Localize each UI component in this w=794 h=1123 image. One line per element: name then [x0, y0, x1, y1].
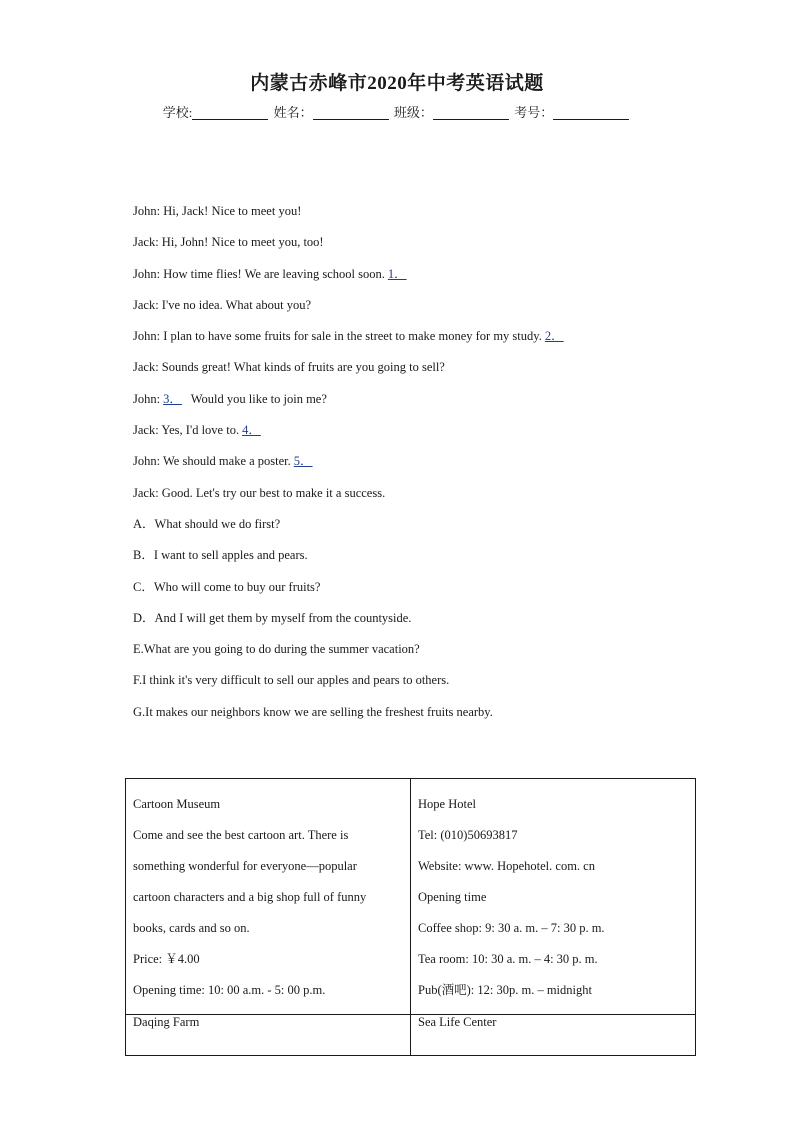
class-blank[interactable]	[433, 106, 509, 120]
school-label: 学校:	[162, 105, 193, 120]
dialogue-line: John: We should make a poster. 5．	[133, 451, 733, 482]
option-g: G.It makes our neighbors know we are selling the freshest fruits nearby.	[133, 704, 493, 719]
number-label: 考号：	[514, 105, 554, 120]
option-f: F.I think it's very difficult to sell our apples and pears to others.	[133, 673, 450, 688]
page-title: 内蒙古赤峰市2020年中考英语试题	[250, 73, 544, 94]
blank-number: 2．	[544, 329, 564, 344]
hope-hotel-hours-heading: Opening time	[418, 890, 487, 904]
dialogue-line: Jack: I've no idea. What about you?	[133, 297, 312, 312]
cartoon-museum-cell	[126, 779, 411, 1015]
option-a: A．What should we do first?	[133, 516, 281, 531]
option-b: B．I want to sell apples and pears.	[133, 548, 308, 563]
cartoon-museum-text: Come and see the best cartoon art. There is	[133, 828, 349, 842]
hope-hotel-pub: Pub(酒吧): 12: 30p. m. – midnight	[418, 983, 592, 997]
hope-hotel-coffee-shop: Coffee shop: 9: 30 a. m. – 7: 30 p. m.	[418, 921, 605, 935]
dialogue-line: John: 3． Would you like to join me?	[133, 391, 327, 406]
info-table	[125, 778, 696, 1056]
student-info-line	[0, 102, 794, 121]
name-blank[interactable]	[313, 106, 389, 120]
cartoon-museum-text: books, cards and so on.	[133, 921, 250, 935]
hope-hotel-title: Hope Hotel	[418, 797, 476, 811]
name-label: 姓名：	[273, 105, 313, 120]
dialogue-line: John: Hi, Jack! Nice to meet you!	[133, 204, 302, 218]
blank-number: 3．	[163, 391, 182, 406]
hope-hotel-cell	[411, 779, 696, 1015]
number-blank[interactable]	[553, 106, 629, 120]
dialogue-line: Jack: Sounds great! What kinds of fruits are you going to sell?	[133, 360, 445, 375]
dialogue-line: Jack: Good. Let's try our best to make it a success.	[133, 485, 386, 500]
class-label: 班级：	[393, 105, 433, 120]
cartoon-museum-text: cartoon characters and a big shop full of funny	[133, 890, 367, 904]
blank-number: 5．	[293, 454, 313, 469]
cartoon-museum-text: something wonderful for everyone—popular	[133, 859, 357, 873]
dialogue-line: John: How time flies! We are leaving school soon. 1．	[133, 264, 733, 295]
blank-number: 1．	[387, 266, 407, 281]
hope-hotel-tea-room: Tea room: 10: 30 a. m. – 4: 30 p. m.	[418, 952, 598, 966]
option-c: C．Who will come to buy our fruits?	[133, 579, 321, 594]
hope-hotel-website: Website: www. Hopehotel. com. cn	[418, 859, 595, 873]
dialogue-line: John: I plan to have some fruits for sale in the street to make money for my study. 2．	[133, 326, 733, 357]
blank-number: 4．	[242, 423, 261, 438]
dialogue-line: Jack: Yes, I'd love to. 4．	[133, 420, 733, 451]
option-e: E.What are you going to do during the summer vacation?	[133, 642, 420, 657]
hope-hotel-tel: Tel: (010)50693817	[418, 828, 518, 842]
cartoon-museum-title: Cartoon Museum	[133, 797, 221, 811]
daqing-farm-cell: Daqing Farm	[126, 1015, 411, 1056]
dialogue-section	[133, 201, 733, 733]
cartoon-museum-hours: Opening time: 10: 00 a.m. - 5: 00 p.m.	[133, 983, 326, 997]
dialogue-line: Jack: Hi, John! Nice to meet you, too!	[133, 235, 324, 250]
sea-life-center-cell: Sea Life Center	[411, 1015, 696, 1056]
option-d: D．And I will get them by myself from the countyside.	[133, 610, 412, 625]
school-blank[interactable]	[192, 106, 268, 120]
cartoon-museum-price: Price: ￥4.00	[133, 952, 200, 966]
